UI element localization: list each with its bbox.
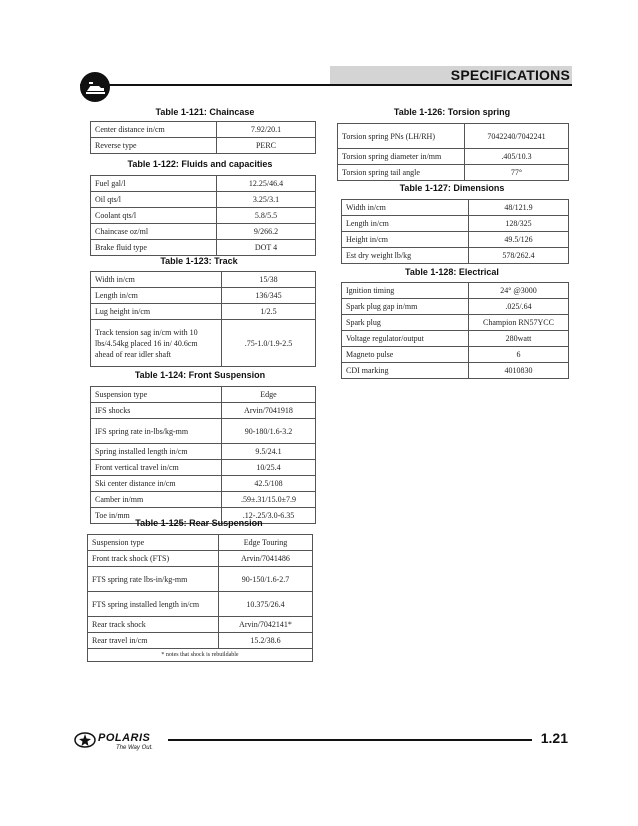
spec-label: Est dry weight lb/kg bbox=[342, 248, 469, 264]
table-row bbox=[342, 216, 569, 232]
table-row bbox=[91, 444, 316, 460]
spec-label: Torsion spring PNs (LH/RH) bbox=[338, 124, 465, 149]
spec-label: Ignition timing bbox=[342, 283, 469, 299]
spec-label: Camber in/mm bbox=[91, 492, 222, 508]
table-row bbox=[91, 176, 316, 192]
spec-label: FTS spring installed length in/cm bbox=[88, 592, 219, 617]
table-row bbox=[91, 122, 316, 138]
spec-value: 15/38 bbox=[222, 272, 316, 288]
spec-value: 10/25.4 bbox=[222, 460, 316, 476]
spec-label: Brake fluid type bbox=[91, 240, 217, 256]
table-fluids bbox=[90, 175, 316, 256]
spec-label: FTS spring rate lbs-in/kg-mm bbox=[88, 567, 219, 592]
spec-label: Torsion spring tail angle bbox=[338, 165, 465, 181]
table-title-track: Table 1-123: Track bbox=[160, 256, 238, 266]
table-title-electrical: Table 1-128: Electrical bbox=[405, 267, 499, 277]
spec-label: Length in/cm bbox=[342, 216, 469, 232]
spec-value: .405/10.3 bbox=[465, 149, 569, 165]
spec-value: .75-1.0/1.9-2.5 bbox=[222, 320, 316, 367]
table-row bbox=[342, 200, 569, 216]
spec-label: Width in/cm bbox=[342, 200, 469, 216]
spec-label: Front track shock (FTS) bbox=[88, 551, 219, 567]
table-title-chaincase: Table 1-121: Chaincase bbox=[155, 107, 255, 117]
header-rule bbox=[80, 84, 572, 86]
table-row bbox=[342, 331, 569, 347]
table-row bbox=[342, 363, 569, 379]
spec-value: Edge Touring bbox=[219, 535, 313, 551]
page-title: SPECIFICATIONS bbox=[450, 67, 570, 83]
table-title-rear-suspension: Table 1-125: Rear Suspension bbox=[135, 518, 263, 528]
spec-label: Spark plug gap in/mm bbox=[342, 299, 469, 315]
spec-label: Track tension sag in/cm with 10 lbs/4.54kg placed 16 in/ 40.6cm ahead of rear idler shaft bbox=[91, 320, 222, 367]
table-title-dimensions: Table 1-127: Dimensions bbox=[399, 183, 505, 193]
spec-value: 136/345 bbox=[222, 288, 316, 304]
spec-value: Champion RN57YCC bbox=[469, 315, 569, 331]
table-row bbox=[91, 460, 316, 476]
table-row bbox=[88, 567, 313, 592]
table-row bbox=[91, 304, 316, 320]
table-electrical bbox=[341, 282, 569, 379]
spec-label: Voltage regulator/output bbox=[342, 331, 469, 347]
table-rear-suspension bbox=[87, 534, 313, 662]
spec-label: Front vertical travel in/cm bbox=[91, 460, 222, 476]
spec-value: 6 bbox=[469, 347, 569, 363]
footer-rule bbox=[168, 739, 532, 741]
table-front-suspension bbox=[90, 386, 316, 524]
table-row bbox=[88, 633, 313, 649]
spec-label: Magneto pulse bbox=[342, 347, 469, 363]
table-track bbox=[90, 271, 316, 367]
spec-label: IFS shocks bbox=[91, 403, 222, 419]
spec-value: 48/121.9 bbox=[469, 200, 569, 216]
spec-value: Edge bbox=[222, 387, 316, 403]
spec-value: 9/266.2 bbox=[217, 224, 316, 240]
table-title-fluids: Table 1-122: Fluids and capacities bbox=[127, 159, 273, 169]
spec-label: Toe in/mm bbox=[91, 508, 222, 524]
spec-label: Spring installed length in/cm bbox=[91, 444, 222, 460]
table-row bbox=[342, 315, 569, 331]
table-chaincase bbox=[90, 121, 316, 154]
spec-label: Chaincase oz/ml bbox=[91, 224, 217, 240]
table-row bbox=[91, 476, 316, 492]
table-row bbox=[88, 617, 313, 633]
table-row bbox=[342, 232, 569, 248]
spec-label: Length in/cm bbox=[91, 288, 222, 304]
spec-value: .025/.64 bbox=[469, 299, 569, 315]
spec-label: Height in/cm bbox=[342, 232, 469, 248]
table-torsion-spring bbox=[337, 123, 569, 181]
spec-value: 24° @3000 bbox=[469, 283, 569, 299]
table-row bbox=[91, 403, 316, 419]
spec-value: 578/262.4 bbox=[469, 248, 569, 264]
spec-value: 1/2.5 bbox=[222, 304, 316, 320]
spec-value: 4010830 bbox=[469, 363, 569, 379]
spec-label: IFS spring rate in-lbs/kg-mm bbox=[91, 419, 222, 444]
table-row bbox=[91, 192, 316, 208]
spec-value: 90-180/1.6-3.2 bbox=[222, 419, 316, 444]
spec-value: 128/325 bbox=[469, 216, 569, 232]
spec-label: Rear track shock bbox=[88, 617, 219, 633]
spec-value: PERC bbox=[217, 138, 316, 154]
spec-value: 15.2/38.6 bbox=[219, 633, 313, 649]
spec-value: 10.375/26.4 bbox=[219, 592, 313, 617]
spec-label: Width in/cm bbox=[91, 272, 222, 288]
spec-value: 7.92/20.1 bbox=[217, 122, 316, 138]
spec-label: Ski center distance in/cm bbox=[91, 476, 222, 492]
table-row bbox=[338, 165, 569, 181]
spec-value: DOT 4 bbox=[217, 240, 316, 256]
table-row bbox=[91, 138, 316, 154]
spec-value: .12-.25/3.0-6.35 bbox=[222, 508, 316, 524]
spec-label: Lug height in/cm bbox=[91, 304, 222, 320]
spec-value: 90-150/1.6-2.7 bbox=[219, 567, 313, 592]
polaris-star-icon bbox=[74, 732, 96, 748]
spec-label: Coolant qts/l bbox=[91, 208, 217, 224]
table-row bbox=[88, 535, 313, 551]
table-row bbox=[91, 272, 316, 288]
polaris-logo bbox=[74, 730, 170, 754]
table-row bbox=[91, 492, 316, 508]
spec-label: CDI marking bbox=[342, 363, 469, 379]
spec-label: Rear travel in/cm bbox=[88, 633, 219, 649]
table-row bbox=[91, 419, 316, 444]
spec-value: Arvin/7041486 bbox=[219, 551, 313, 567]
page-number: 1.21 bbox=[540, 730, 568, 746]
table-title-torsion-spring: Table 1-126: Torsion spring bbox=[393, 107, 511, 117]
table-row bbox=[91, 288, 316, 304]
table-row bbox=[91, 208, 316, 224]
spec-label: Torsion spring diameter in/mm bbox=[338, 149, 465, 165]
spec-value: 9.5/24.1 bbox=[222, 444, 316, 460]
spec-label: Suspension type bbox=[91, 387, 222, 403]
spec-label: Reverse type bbox=[91, 138, 217, 154]
spec-label: Center distance in/cm bbox=[91, 122, 217, 138]
table-row bbox=[88, 649, 313, 662]
table-row bbox=[91, 387, 316, 403]
snowmobile-section-icon bbox=[80, 72, 110, 102]
brand-name: POLARIS bbox=[98, 732, 151, 744]
spec-label: Oil qts/l bbox=[91, 192, 217, 208]
spec-label: Fuel gal/l bbox=[91, 176, 217, 192]
spec-value: 7042240/7042241 bbox=[465, 124, 569, 149]
spec-value: 5.8/5.5 bbox=[217, 208, 316, 224]
spec-label: Suspension type bbox=[88, 535, 219, 551]
table-row bbox=[342, 299, 569, 315]
table-row bbox=[338, 149, 569, 165]
spec-value: .59±.31/15.0±7.9 bbox=[222, 492, 316, 508]
brand-tagline: The Way Out. bbox=[116, 745, 153, 751]
table-row bbox=[342, 248, 569, 264]
table-row bbox=[342, 347, 569, 363]
spec-value: 3.25/3.1 bbox=[217, 192, 316, 208]
table-footnote: * notes that shock is rebuildable bbox=[88, 649, 313, 662]
table-row bbox=[88, 551, 313, 567]
spec-value: 77° bbox=[465, 165, 569, 181]
table-row bbox=[342, 283, 569, 299]
table-row bbox=[91, 320, 316, 367]
spec-label: Spark plug bbox=[342, 315, 469, 331]
spec-value: 49.5/126 bbox=[469, 232, 569, 248]
table-row bbox=[91, 224, 316, 240]
spec-value: 42.5/108 bbox=[222, 476, 316, 492]
spec-value: 12.25/46.4 bbox=[217, 176, 316, 192]
spec-value: Arvin/7041918 bbox=[222, 403, 316, 419]
table-row bbox=[88, 592, 313, 617]
spec-value: Arvin/7042141* bbox=[219, 617, 313, 633]
table-dimensions bbox=[341, 199, 569, 264]
table-row bbox=[338, 124, 569, 149]
table-row bbox=[91, 240, 316, 256]
table-title-front-suspension: Table 1-124: Front Suspension bbox=[134, 370, 266, 380]
spec-value: 280watt bbox=[469, 331, 569, 347]
